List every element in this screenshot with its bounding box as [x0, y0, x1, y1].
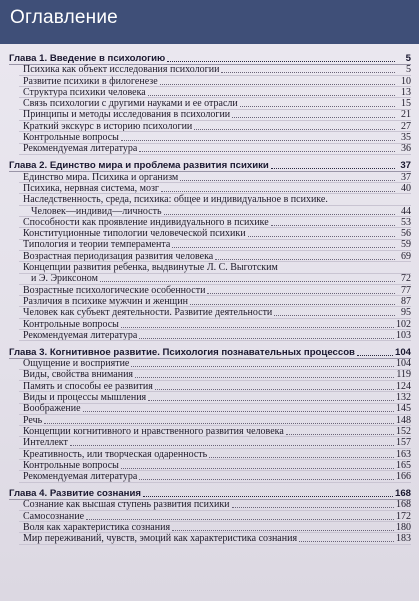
page-title: Оглавление: [10, 7, 118, 28]
dot-leader: [221, 72, 395, 73]
toc-entry[interactable]: [9, 330, 411, 341]
toc-entry-page-number: 95: [401, 307, 411, 319]
toc-entry-page-number: 145: [396, 403, 411, 415]
toc-entry-title: Наследственность, среда, психика: общее и индивидуальное в психике.: [23, 194, 328, 206]
toc-entry[interactable]: [9, 307, 411, 318]
toc-chapter: [9, 159, 411, 340]
toc-entry[interactable]: [9, 143, 411, 154]
toc-entry[interactable]: [9, 109, 411, 120]
toc-entry-page-number: 40: [401, 182, 411, 194]
toc-entry-title: Человек как субъект деятельности. Развитие деятельности: [23, 307, 273, 319]
toc-entry[interactable]: [9, 318, 411, 329]
dot-leader: [86, 519, 394, 520]
toc-entry[interactable]: [9, 132, 411, 143]
toc-entry[interactable]: [9, 510, 411, 521]
table-of-contents: [9, 52, 411, 549]
toc-entry[interactable]: [9, 448, 411, 459]
toc-entry[interactable]: [9, 120, 411, 131]
toc-entry-title: Развитие психики в филогенезе: [23, 75, 158, 87]
toc-entry-title: Самосознание: [23, 510, 85, 522]
toc-entry-page-number: 180: [396, 521, 411, 533]
toc-entry-title: Память и способы ее развития: [23, 380, 153, 392]
toc-entry-title: Краткий экскурс в историю психологии: [23, 120, 193, 132]
toc-entry-page-number: 163: [396, 448, 411, 460]
toc-entry[interactable]: [9, 369, 411, 380]
toc-entry-page-number: 183: [396, 533, 411, 545]
toc-entry-page-number: 10: [401, 75, 411, 87]
toc-entry[interactable]: [9, 471, 411, 482]
dot-leader: [148, 400, 394, 401]
toc-entry-title: Воля как характеристика сознания: [23, 521, 171, 533]
toc-entry-title: Рекомендуемая литература: [23, 471, 138, 483]
chapter-heading[interactable]: [9, 52, 411, 64]
toc-entry-page-number: 152: [396, 425, 411, 437]
toc-entry[interactable]: [9, 426, 411, 437]
toc-entry[interactable]: [9, 414, 411, 425]
dot-leader: [155, 389, 394, 390]
dot-leader: [299, 541, 394, 542]
toc-entry-title: Психика, нервная система, мозг: [23, 182, 160, 194]
toc-entry-page-number: 5: [406, 64, 411, 76]
dot-leader: [207, 293, 395, 294]
dot-leader: [357, 355, 393, 356]
toc-entry-title: Различия в психике мужчин и женщин: [23, 295, 188, 307]
toc-entry-title: и Э. Эриксоном: [31, 273, 98, 285]
toc-entry-title: Интеллект: [23, 437, 68, 449]
toc-entry-title: Речь: [23, 414, 43, 426]
dot-leader: [160, 84, 395, 85]
dot-leader: [248, 236, 395, 237]
toc-entry-title: Креативность, или творческая одаренность: [23, 448, 208, 460]
dot-leader: [139, 151, 395, 152]
dot-leader: [271, 168, 395, 169]
toc-entry-page-number: 21: [401, 109, 411, 121]
chapter-heading[interactable]: [9, 159, 411, 171]
toc-entry[interactable]: [9, 392, 411, 403]
toc-entry[interactable]: [9, 460, 411, 471]
toc-entry-title: Виды и процессы мышления: [23, 392, 147, 404]
chapter-heading[interactable]: [9, 487, 411, 499]
dot-leader: [209, 457, 394, 458]
toc-entry-title: Концепции развития ребенка, выдвинутые Л. С. Выготским: [23, 262, 278, 274]
toc-entry[interactable]: [9, 194, 411, 205]
toc-entry[interactable]: [9, 273, 411, 284]
toc-entry-title: Человек—индивид—личность: [31, 205, 162, 217]
toc-entry[interactable]: [9, 358, 411, 369]
toc-chapter: [9, 487, 411, 544]
chapter-page-number: 104: [394, 346, 411, 358]
dot-leader: [240, 106, 395, 107]
toc-entry[interactable]: [9, 75, 411, 86]
toc-entry[interactable]: [9, 250, 411, 261]
toc-entry-page-number: 157: [396, 437, 411, 449]
dot-leader: [190, 304, 395, 305]
toc-entry-title: Возрастная периодизация развития человека: [23, 250, 214, 262]
dot-leader: [167, 61, 395, 62]
dot-leader: [70, 445, 394, 446]
dot-leader: [274, 315, 395, 316]
toc-entry[interactable]: [9, 533, 411, 544]
toc-entry-page-number: 165: [396, 459, 411, 471]
dot-leader: [164, 214, 395, 215]
toc-entry-page-number: 36: [401, 143, 411, 155]
chapter-page-number: 37: [400, 160, 411, 172]
toc-entry[interactable]: [9, 183, 411, 194]
toc-entry-page-number: 44: [401, 205, 411, 217]
toc-entry[interactable]: [9, 239, 411, 250]
toc-entry-title: Концепции когнитивного и нравственного развития человека: [23, 425, 284, 437]
toc-entry-title: Возрастные психологические особенности: [23, 284, 206, 296]
toc-entry-page-number: 27: [401, 120, 411, 132]
toc-entry-title: Сознание как высшая ступень развития психики: [23, 499, 230, 511]
dot-leader: [194, 129, 395, 130]
dot-leader: [83, 411, 394, 412]
dot-leader: [161, 191, 395, 192]
dot-leader: [44, 423, 394, 424]
toc-entry[interactable]: [9, 228, 411, 239]
toc-entry-title: Психика как объект исследования психологии: [23, 64, 220, 76]
toc-entry-title: Принципы и методы исследования в психологии: [23, 109, 231, 121]
toc-entry-page-number: 172: [396, 510, 411, 522]
dot-leader: [286, 434, 394, 435]
dot-leader: [135, 377, 394, 378]
toc-entry-page-number: 132: [396, 392, 411, 404]
header-band: [0, 0, 419, 44]
toc-entry[interactable]: [9, 87, 411, 98]
dot-leader: [172, 530, 394, 531]
toc-entry[interactable]: [9, 64, 411, 75]
toc-entry[interactable]: [9, 296, 411, 307]
toc-entry-page-number: 87: [401, 295, 411, 307]
chapter-title: Глава 4. Развитие сознания: [9, 488, 141, 500]
toc-entry[interactable]: [9, 437, 411, 448]
toc-entry[interactable]: [9, 522, 411, 533]
toc-entry-page-number: 53: [401, 216, 411, 228]
toc-entry-page-number: 37: [401, 171, 411, 183]
dot-leader: [100, 281, 395, 282]
toc-entry-title: Ощущение и восприятие: [23, 358, 130, 370]
toc-entry-page-number: 168: [396, 499, 411, 511]
dot-leader: [215, 259, 395, 260]
dot-leader: [232, 117, 395, 118]
toc-entry[interactable]: [9, 171, 411, 182]
toc-entry-title: Способности как проявление индивидуального в психике: [23, 216, 269, 228]
toc-entry-page-number: 103: [396, 329, 411, 341]
toc-entry-page-number: 148: [396, 414, 411, 426]
toc-entry-page-number: 119: [396, 369, 411, 381]
toc-entry-page-number: 13: [401, 86, 411, 98]
dot-leader: [271, 225, 395, 226]
dot-leader: [180, 180, 395, 181]
toc-entry[interactable]: [9, 205, 411, 216]
toc-entry[interactable]: [9, 284, 411, 295]
toc-entry-page-number: 72: [401, 273, 411, 285]
dot-leader: [143, 496, 393, 497]
toc-entry[interactable]: [9, 380, 411, 391]
toc-entry-title: Виды, свойства внимания: [23, 369, 134, 381]
toc-entry[interactable]: [9, 499, 411, 510]
toc-entry-title: Рекомендуемая литература: [23, 143, 138, 155]
dot-leader: [139, 338, 394, 339]
toc-entry-title: Связь психологии с другими науками и ее отрасли: [23, 98, 238, 110]
dot-leader: [131, 366, 394, 367]
toc-entry-title: Структура психики человека: [23, 86, 146, 98]
toc-entry[interactable]: [9, 403, 411, 414]
toc-entry-title: Мир переживаний, чувств, эмоций как характеристика сознания: [23, 533, 298, 545]
chapter-heading[interactable]: [9, 346, 411, 358]
dot-leader: [121, 140, 395, 141]
toc-entry-page-number: 102: [396, 318, 411, 330]
dot-leader: [172, 247, 395, 248]
toc-entry[interactable]: [9, 217, 411, 228]
chapter-title: Глава 1. Введение в психологию: [9, 53, 166, 64]
dot-leader: [148, 95, 395, 96]
toc-entry[interactable]: [9, 262, 411, 273]
toc-entry-page-number: 124: [396, 380, 411, 392]
chapter-title: Глава 2. Единство мира и проблема развития психики: [9, 160, 269, 172]
dot-leader: [121, 468, 394, 469]
toc-chapter: [9, 52, 411, 154]
toc-entry-title: Контрольные вопросы: [23, 318, 119, 330]
dot-leader: [232, 507, 394, 508]
toc-chapter: [9, 346, 411, 482]
toc-entry-page-number: 104: [396, 358, 411, 370]
toc-entry-title: Контрольные вопросы: [23, 459, 119, 471]
toc-entry-page-number: 69: [401, 250, 411, 262]
toc-entry-page-number: 15: [401, 98, 411, 110]
toc-entry-title: Конституционные типологии человеческой психики: [23, 228, 246, 240]
toc-entry-title: Воображение: [23, 403, 81, 415]
chapter-title: Глава 3. Когнитивное развитие. Психология познавательных процессов: [9, 346, 355, 358]
toc-entry-page-number: 56: [401, 228, 411, 240]
dot-leader: [139, 479, 394, 480]
toc-entry-title: Контрольные вопросы: [23, 132, 119, 144]
chapter-page-number: 168: [394, 488, 411, 500]
toc-entry-page-number: 166: [396, 471, 411, 483]
toc-entry-title: Рекомендуемая литература: [23, 329, 138, 341]
toc-entry-page-number: 35: [401, 132, 411, 144]
toc-entry-title: Единство мира. Психика и организм: [23, 171, 179, 183]
toc-entry-title: Типология и теории темперамента: [23, 239, 171, 251]
toc-entry-page-number: 59: [401, 239, 411, 251]
chapter-page-number: 5: [405, 53, 411, 64]
toc-entry[interactable]: [9, 98, 411, 109]
toc-entry-page-number: 77: [401, 284, 411, 296]
dot-leader: [121, 327, 394, 328]
